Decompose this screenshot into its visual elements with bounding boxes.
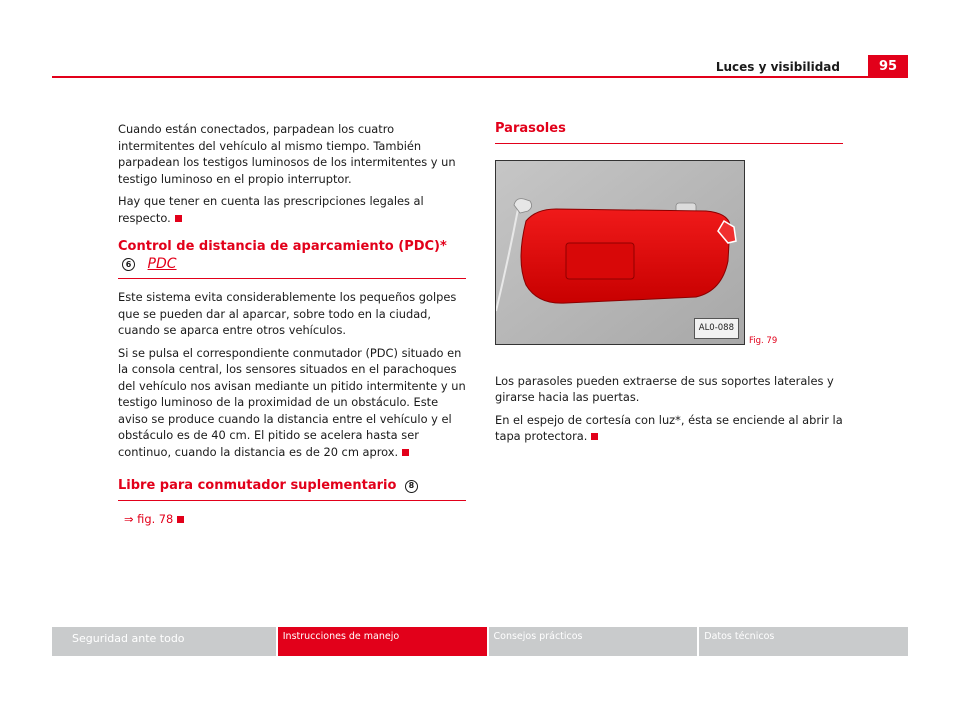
tab-consejos[interactable]: Consejos prácticos bbox=[489, 627, 698, 656]
pdc-symbol-icon: PDC bbox=[147, 255, 177, 272]
figure-code: AL0-088 bbox=[694, 318, 739, 339]
end-of-section-icon bbox=[402, 449, 409, 456]
sun-visor-figure bbox=[495, 160, 778, 346]
heading-libre bbox=[118, 478, 466, 501]
paragraph bbox=[118, 345, 466, 461]
paragraph-text: Si se pulsa el correspondiente conmutador (PDC) situado en la consola central, los sensores situados en el parachoques del vehículo nos avisan mediante un pitido intermitente y un testigo luminoso de la proximidad de un obstáculo. Este aviso se produce cuando la distancia entre el vehículo y el obstáculo es de 40 cm. El pitido se acelera hasta ser continuo, cuando la distancia es de 20 cm aprox. bbox=[118, 345, 466, 459]
circled-number-icon: 8 bbox=[405, 480, 418, 493]
paragraph: Este sistema evita considerablemente los pequeños golpes que se pueden dar al aparcar, sobre todo en la ciudad, cuando se aparca entre otros vehículos. bbox=[118, 290, 457, 337]
paragraph bbox=[118, 511, 466, 528]
heading-parasoles: Parasoles bbox=[495, 121, 843, 144]
end-of-section-icon bbox=[175, 215, 182, 222]
paragraph: Los parasoles pueden extraerse de sus soportes laterales y girarse hacia las puertas. bbox=[495, 373, 834, 404]
paragraph-text: En el espejo de cortesía con luz*, ésta se enciende al abrir la tapa protectora. bbox=[495, 412, 843, 443]
circled-number-icon: 6 bbox=[122, 258, 135, 271]
sun-visor-illustration bbox=[496, 161, 744, 344]
section-pdc bbox=[118, 239, 466, 279]
tab-datos[interactable]: Datos técnicos bbox=[699, 627, 908, 656]
paragraph bbox=[118, 193, 466, 226]
section-libre bbox=[118, 478, 466, 501]
end-of-section-icon bbox=[177, 516, 184, 523]
tab-instrucciones[interactable]: Instrucciones de manejo bbox=[278, 627, 487, 656]
heading-pdc bbox=[118, 239, 466, 279]
paragraph: Cuando están conectados, parpadean los cuatro intermitentes del vehículo al mismo tiempo. También parpadean los testigos luminosos de los intermitentes y un testigo luminoso en el propio interruptor. bbox=[118, 122, 456, 186]
end-of-section-icon bbox=[591, 433, 598, 440]
figure-reference-link[interactable]: ⇒ fig. 78 bbox=[124, 511, 174, 526]
paragraph-text: Hay que tener en cuenta las prescripciones legales al respecto. bbox=[118, 194, 424, 225]
left-column bbox=[118, 121, 466, 533]
section-title: Luces y visibilidad bbox=[715, 60, 840, 74]
header-rule bbox=[52, 76, 908, 78]
tab-seguridad[interactable]: Seguridad ante todo bbox=[52, 627, 276, 656]
paragraph bbox=[495, 412, 843, 445]
right-column bbox=[495, 121, 843, 451]
heading-text: Control de distancia de aparcamiento (PDC)* bbox=[118, 239, 447, 254]
figure-label: Fig. 79 bbox=[749, 335, 778, 346]
footer-nav bbox=[52, 627, 908, 656]
page-number: 95 bbox=[868, 55, 908, 78]
heading-text: Libre para conmutador suplementario bbox=[118, 478, 397, 493]
